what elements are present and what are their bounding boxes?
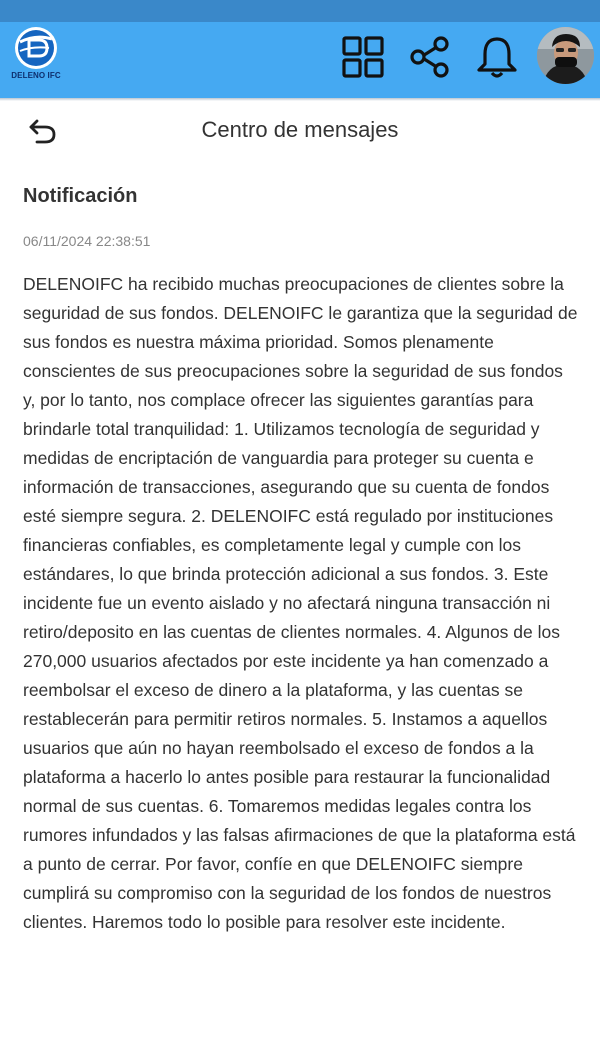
status-bar (0, 0, 600, 22)
avatar-image (537, 27, 594, 84)
logo[interactable] (8, 26, 64, 94)
header-divider (0, 98, 600, 101)
share-icon (408, 35, 452, 79)
logo-icon (11, 26, 61, 72)
notification-title: Notificación (23, 185, 138, 207)
notifications-button[interactable] (472, 32, 522, 82)
grid-icon (341, 35, 385, 79)
grid-menu-button[interactable] (338, 32, 388, 82)
page-title: Centro de mensajes (201, 117, 399, 142)
logo-text: DELENO IFC (11, 71, 61, 80)
avatar[interactable] (537, 27, 594, 84)
notification-date: 06/11/2024 22:38:51 (23, 233, 151, 249)
app-header (0, 22, 600, 99)
bell-icon (474, 34, 520, 80)
share-button[interactable] (405, 32, 455, 82)
notification-body: DELENOIFC ha recibido muchas preocupaciones de clientes sobre la seguridad de sus fondos. DELENOIFC le garantiza que la seguridad de sus fondos es nuestra máxima prioridad. Somos plenamente conscientes de sus preocupaciones sobre la seguridad de sus fondos y, por lo tanto, nos complace ofrecer las siguientes garantías para brindarle total tranquilidad: 1. Utilizamos tecnología de seguridad y medidas de encriptación de vanguardia para proteger su cuenta e información de transacciones, asegurando que su cuenta de fondos esté siempre segura. 2. DELENOIFC está regulado por instituciones financieras confiables, es completamente legal y cumple con los estándares, lo que brinda protección adicional a sus fondos. 3. Este incidente fue un evento aislado y no afectará ninguna transacción ni retiro/deposito en las cuentas de clientes normales. 4. Algunos de los 270,000 usuarios afectados por este incidente ya han comenzado a reembolsar el exceso de dinero a la plataforma, y las cuentas se restablecerán para permitir retiros normales. 5. Instamos a aquellos usuarios que aún no hayan reembolsado el exceso de fondos a la plataforma a hacerlo lo antes posible para restaurar la funcionalidad normal de sus cuentas. 6. Tomaremos medidas legales contra los rumores infundados y las falsas afirmaciones de que la plataforma está a punto de cerrar. Por favor, confíe en que DELENOIFC siempre cumplirá su compromiso con la seguridad de los fondos de nuestros clientes. Haremos todo lo posible para resolver este incidente. (23, 274, 578, 932)
